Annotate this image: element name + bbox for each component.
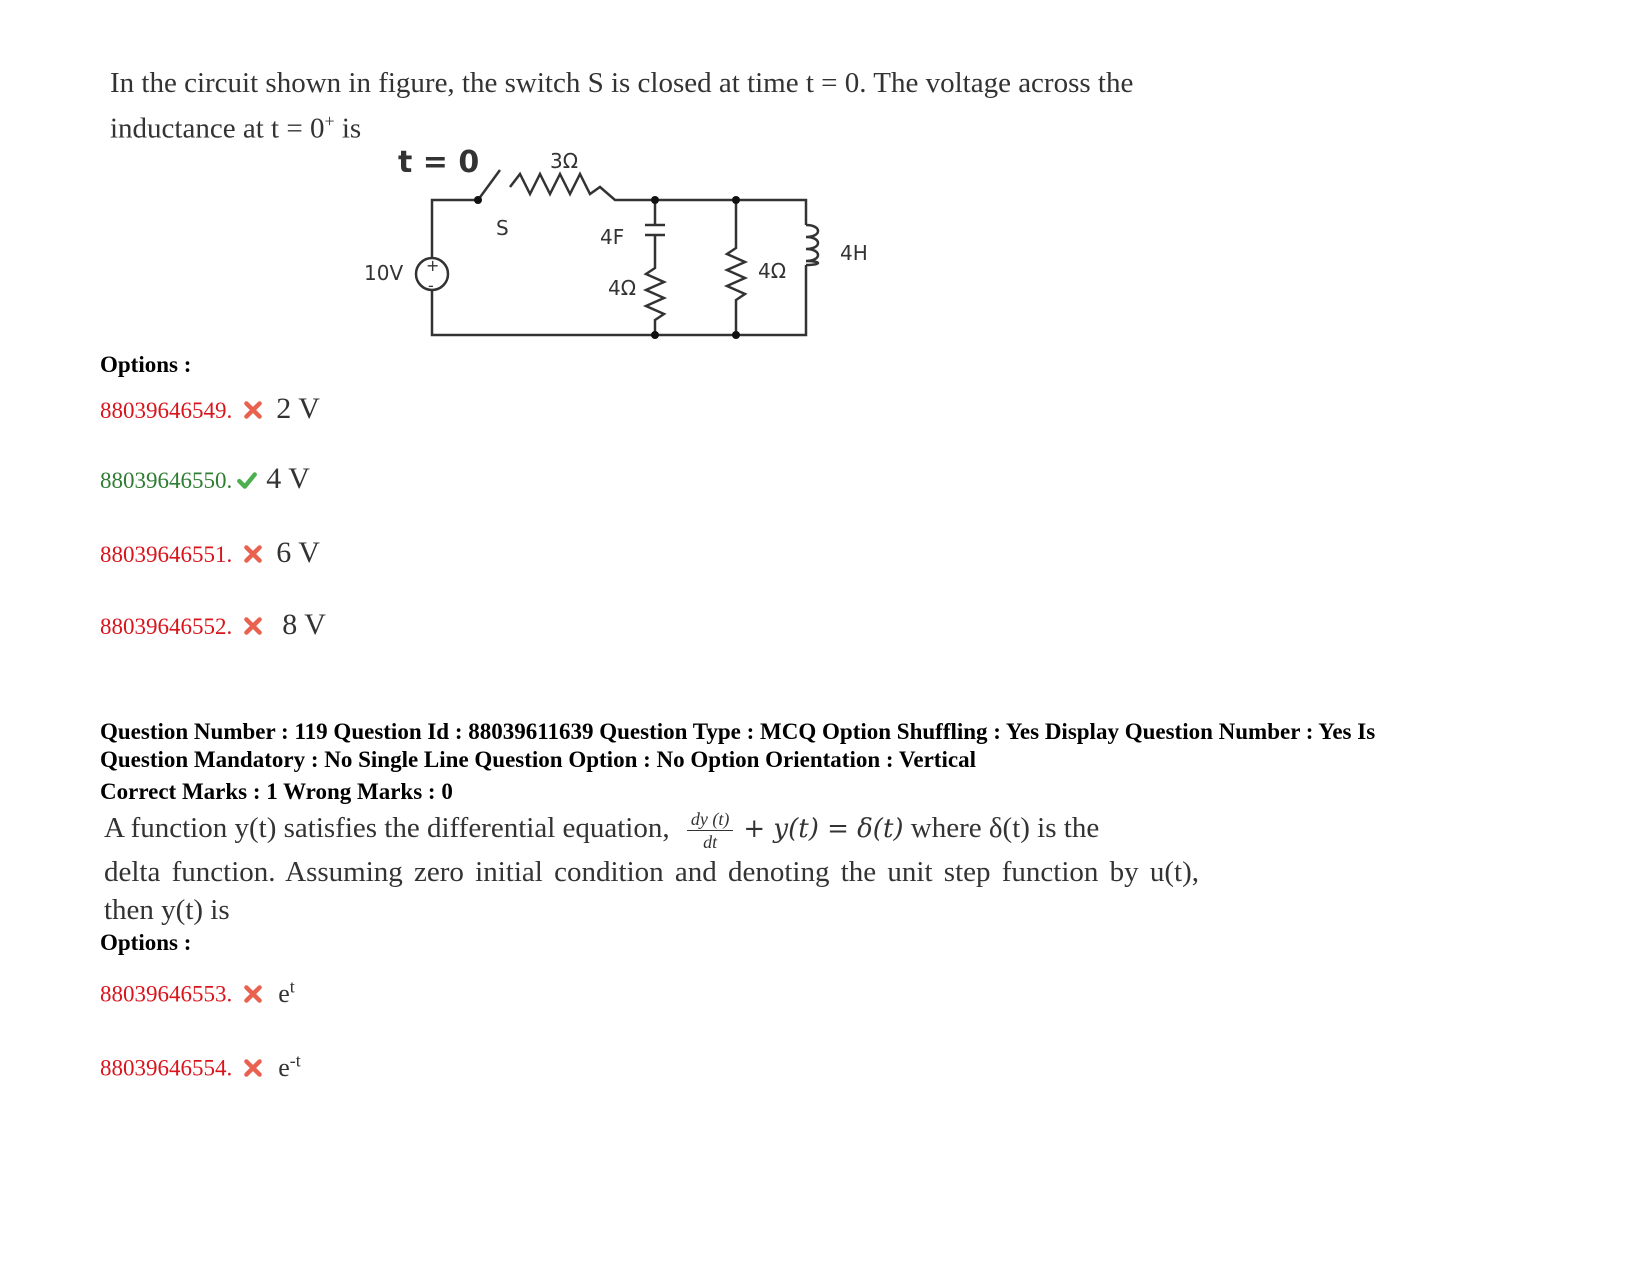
exp-sup: t (289, 976, 295, 996)
cross-icon (242, 399, 264, 421)
inductor-coil (806, 225, 818, 265)
q118-option-3[interactable] (100, 536, 320, 570)
option-id: 88039646549. (100, 398, 233, 423)
q119-text-line3: then y(t) is (104, 894, 230, 926)
switch-time-label: t = 0 (398, 145, 480, 180)
q119-options-label: Options : (100, 930, 192, 955)
derivative-fraction (687, 808, 733, 853)
q119-text (104, 808, 1304, 929)
q118-option-4[interactable] (100, 608, 326, 642)
source-minus: - (428, 276, 434, 295)
shunt-resistor-label: 4Ω (758, 259, 787, 283)
circuit-diagram (350, 140, 910, 350)
option-value: 4 V (266, 462, 310, 495)
q119-option-2[interactable] (100, 1050, 301, 1083)
node-dot-1 (651, 196, 659, 204)
option-value (278, 1050, 301, 1082)
switch-blade (478, 170, 500, 200)
exp-base: e (278, 1052, 290, 1082)
switch-pivot (474, 196, 482, 204)
exp-base: e (278, 978, 290, 1008)
q118-superscript: + (324, 111, 335, 131)
option-id: 88039646553. (100, 981, 233, 1007)
q118-option-1[interactable] (100, 392, 320, 426)
option-id: 88039646552. (100, 614, 233, 639)
q118-text-line2-pre: inductance at t = 0 (110, 112, 325, 145)
cross-icon (242, 1057, 264, 1079)
option-id: 88039646550. (100, 468, 233, 493)
option-id: 88039646554. (100, 1055, 233, 1081)
switch-label: S (496, 216, 509, 240)
cap-resistor-label: 4Ω (608, 276, 637, 300)
wire-left-top (432, 200, 478, 260)
q119-text-post: where δ(t) is the (903, 812, 1100, 845)
cross-icon (242, 543, 264, 565)
series-resistor-label: 3Ω (550, 149, 579, 173)
q119-meta-line1: Question Number : 119 Question Id : 88039611639 Question Type : MCQ Option Shuffling : Yes Display Question Number : Yes Is (100, 719, 1376, 744)
option-value: 2 V (276, 392, 320, 425)
q118-option-2[interactable] (100, 462, 310, 496)
q118-options-label: Options : (100, 352, 192, 377)
option-value: 8 V (282, 608, 326, 641)
capacitor-label: 4F (600, 225, 625, 249)
cap-resistor (646, 235, 664, 335)
option-id: 88039646551. (100, 542, 233, 567)
q119-text-line2: delta function. Assuming zero initial condition and denoting the unit step function by u(t), (104, 856, 1200, 888)
source-label: 10V (364, 261, 404, 285)
cross-icon (242, 615, 264, 637)
q119-meta (100, 718, 1550, 774)
option-value (278, 976, 295, 1008)
cross-icon (242, 983, 264, 1005)
check-icon (236, 469, 258, 491)
exp-sup: -t (289, 1050, 301, 1070)
option-value: 6 V (276, 536, 320, 569)
fraction-numerator: dy (t) (687, 808, 733, 831)
q118-text (110, 64, 1133, 148)
q119-marks: Correct Marks : 1 Wrong Marks : 0 (100, 779, 453, 804)
equation-rest: + y(t) = δ(t) (743, 814, 904, 845)
fraction-denominator: dt (703, 832, 718, 852)
source-plus: + (426, 256, 440, 275)
node-dot-4 (732, 331, 740, 339)
q119-option-1[interactable] (100, 976, 295, 1009)
shunt-resistor (727, 200, 745, 335)
node-dot-2 (732, 196, 740, 204)
q118-text-line1: In the circuit shown in figure, the switch S is closed at time t = 0. The voltage across the (110, 67, 1134, 99)
inductor-label: 4H (840, 241, 868, 265)
q119-meta-line2: Question Mandatory : No Single Line Question Option : No Option Orientation : Vertical (100, 747, 976, 772)
node-dot-3 (651, 331, 659, 339)
q118-text-line2-post: is (334, 112, 362, 145)
q119-text-pre: A function y(t) satisfies the differential equation, (104, 812, 670, 845)
q119-text-line1 (104, 808, 1304, 853)
